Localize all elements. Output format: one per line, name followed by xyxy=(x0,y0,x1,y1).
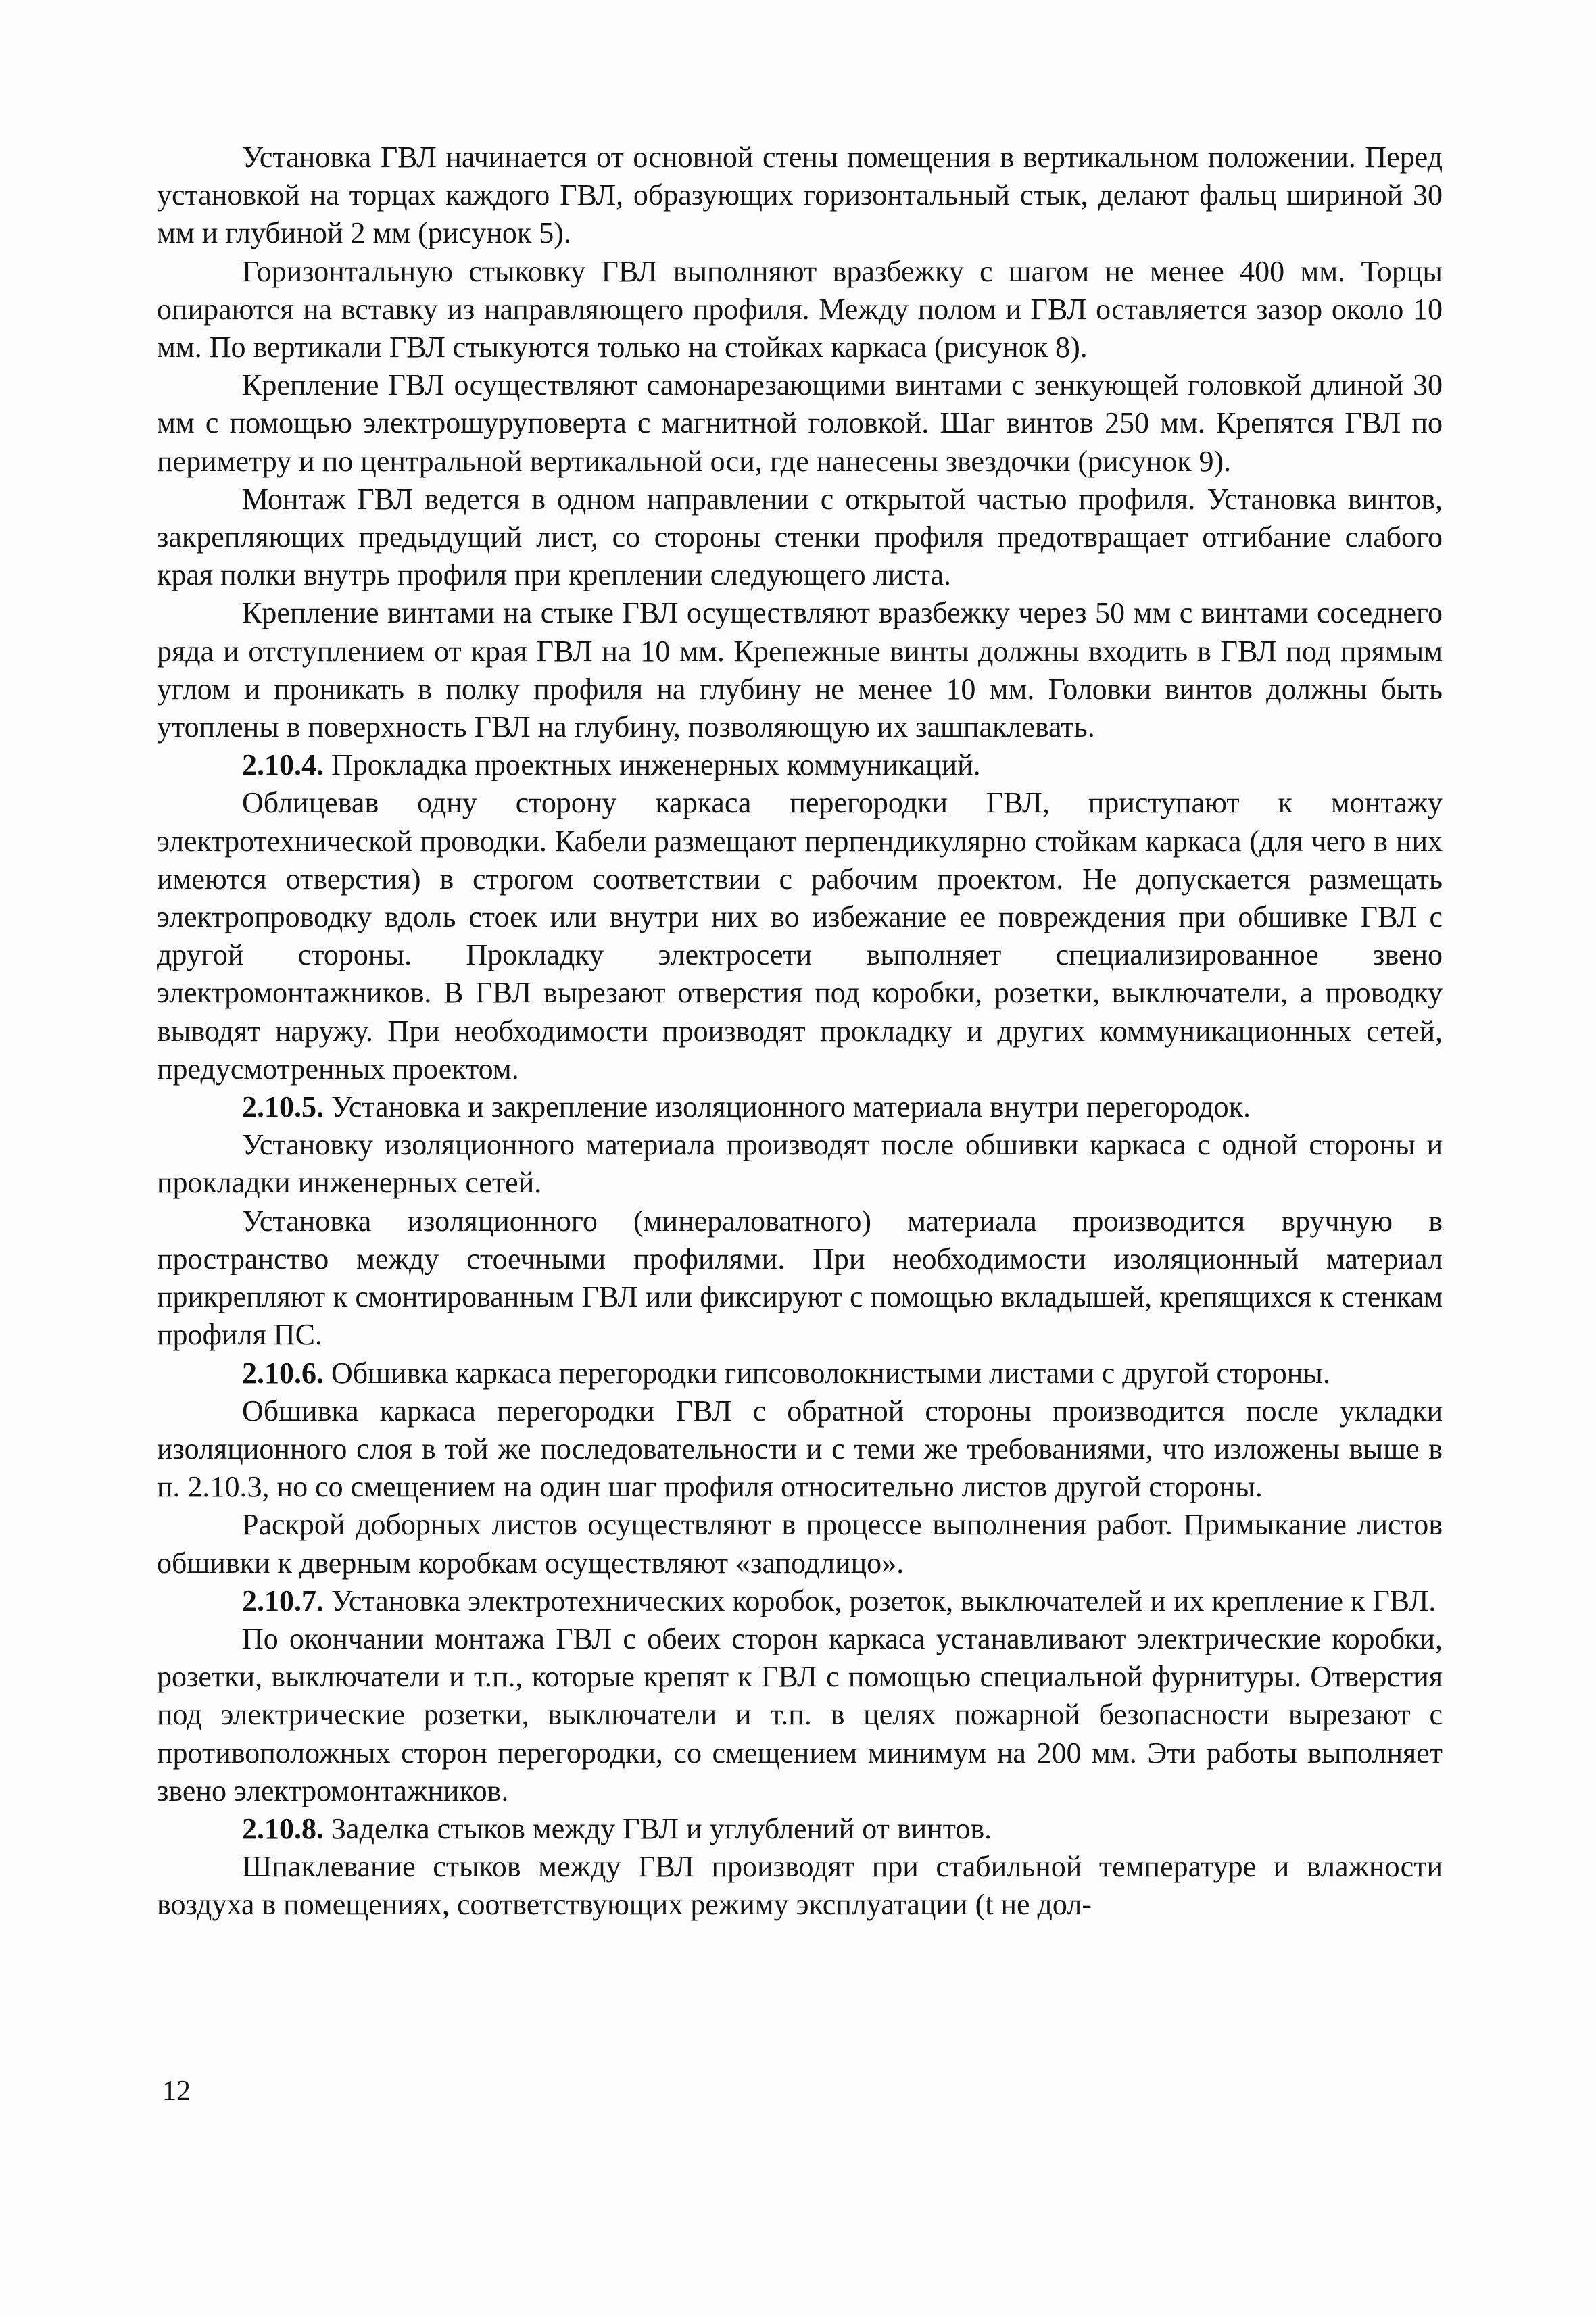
paragraph-text: Установку изоляционного материала производят после обшивки каркаса с одной стороны и прокладки инженерных сетей. xyxy=(157,1128,1443,1200)
paragraph-text: Шпаклевание стыков между ГВЛ производят при стабильной температуре и влажности воздуха в помещениях, соответствующих режиму эксплуатации (t не дол- xyxy=(157,1850,1443,1922)
paragraph-text: Раскрой доборных листов осуществляют в процессе выполнения работ. Примыкание листов обшивки к дверным коробкам осуществляют «заподлицо». xyxy=(157,1508,1443,1580)
paragraph xyxy=(157,1620,1443,1810)
paragraph xyxy=(157,139,1443,253)
paragraph xyxy=(157,1126,1443,1202)
paragraph xyxy=(157,481,1443,595)
paragraph-text: Обшивка каркаса перегородки ГВЛ с обратной стороны производится после укладки изоляционного слоя в той же последовательности и с теми же требованиями, что изложены выше в п. 2.10.3, но со смещением на один шаг профиля относительно листов другой стороны. xyxy=(157,1394,1443,1504)
paragraph-text: Установка ГВЛ начинается от основной стены помещения в вертикальном положении. Перед установкой на торцах каждого ГВЛ, образующих горизонтальный стык, делают фальц шириной 30 мм и глубиной 2 мм (рисунок 5). xyxy=(157,141,1443,250)
paragraph xyxy=(157,1202,1443,1355)
section-heading xyxy=(157,1810,1443,1848)
section-title: Прокладка проектных инженерных коммуникаций. xyxy=(324,748,981,782)
section-number: 2.10.7. xyxy=(242,1584,324,1617)
section-heading xyxy=(157,1582,1443,1620)
paragraph xyxy=(157,253,1443,367)
paragraph-text: Облицевав одну сторону каркаса перегородки ГВЛ, приступают к монтажу электротехнической проводки. Кабели размещают перпендикулярно стойкам каркаса (для чего в них имеются отверстия) в строгом соответствии с рабочим проектом. Не допускается размещать электропроводку вдоль стоек или внутри них во избежание ее повреждения при обшивке ГВЛ с другой стороны. Прокладку электросети выполняет специализированное звено электромонтажников. В ГВЛ вырезают отверстия под коробки, розетки, выключатели, а проводку выводят наружу. При необходимости производят прокладку и других коммуникационных сетей, предусмотренных проектом. xyxy=(157,786,1443,1086)
paragraph-text: Установка изоляционного (минераловатного) материала производится вручную в пространство между стоечными профилями. При необходимости изоляционный материал прикрепляют к смонтированным ГВЛ или фиксируют с помощью вкладышей, крепящихся к стенкам профиля ПС. xyxy=(157,1204,1443,1352)
section-title: Обшивка каркаса перегородки гипсоволокнистыми листами с другой стороны. xyxy=(324,1356,1330,1390)
paragraph-text: Крепление ГВЛ осуществляют самонарезающими винтами с зенкующей головкой длиной 30 мм с помощью электрошуруповерта с магнитной головкой. Шаг винтов 250 мм. Крепятся ГВЛ по периметру и по центральной вертикальной оси, где нанесены звездочки (рисунок 9). xyxy=(157,368,1443,478)
paragraph xyxy=(157,594,1443,746)
paragraph-text: Крепление винтами на стыке ГВЛ осуществляют вразбежку через 50 мм с винтами соседнего ряда и отступлением от края ГВЛ на 10 мм. Крепежные винты должны входить в ГВЛ под прямым углом и проникать в полку профиля на глубину не менее 10 мм. Головки винтов должны быть утоплены в поверхность ГВЛ на глубину, позволяющую их зашпаклевать. xyxy=(157,596,1443,744)
paragraph-text: Монтаж ГВЛ ведется в одном направлении с открытой частью профиля. Установка винтов, закрепляющих предыдущий лист, со стороны стенки профиля предотвращает отгибание слабого края полки внутрь профиля при креплении следующего листа. xyxy=(157,482,1443,592)
page-number: 12 xyxy=(162,2076,191,2107)
section-heading xyxy=(157,746,1443,784)
section-title: Заделка стыков между ГВЛ и углублений от винтов. xyxy=(324,1811,992,1845)
section-number: 2.10.5. xyxy=(242,1090,324,1124)
paragraph xyxy=(157,366,1443,481)
paragraph xyxy=(157,784,1443,1088)
section-heading xyxy=(157,1355,1443,1392)
paragraph xyxy=(157,1392,1443,1507)
section-number: 2.10.8. xyxy=(242,1811,324,1845)
section-number: 2.10.6. xyxy=(242,1356,324,1390)
paragraph-text: По окончании монтажа ГВЛ с обеих сторон каркаса устанавливают электрические коробки, розетки, выключатели и т.п., которые крепят к ГВЛ с помощью специальной фурнитуры. Отверстия под электрические розетки, выключатели и т.п. в целях пожарной безопасности вырезают с противоположных сторон перегородки, со смещением минимум на 200 мм. Эти работы выполняет звено электромонтажников. xyxy=(157,1622,1443,1807)
section-number: 2.10.4. xyxy=(242,748,324,782)
paragraph xyxy=(157,1506,1443,1582)
paragraph-text: Горизонтальную стыковку ГВЛ выполняют вразбежку с шагом не менее 400 мм. Торцы опираются на вставку из направляющего профиля. Между полом и ГВЛ оставляется зазор около 10 мм. По вертикали ГВЛ стыкуются только на стойках каркаса (рисунок 8). xyxy=(157,254,1443,364)
section-title: Установка электротехнических коробок, розеток, выключателей и их крепление к ГВЛ. xyxy=(324,1584,1436,1617)
section-title: Установка и закрепление изоляционного материала внутри перегородок. xyxy=(324,1090,1251,1124)
section-heading xyxy=(157,1088,1443,1126)
paragraph xyxy=(157,1848,1443,1924)
body-text xyxy=(157,139,1443,1924)
